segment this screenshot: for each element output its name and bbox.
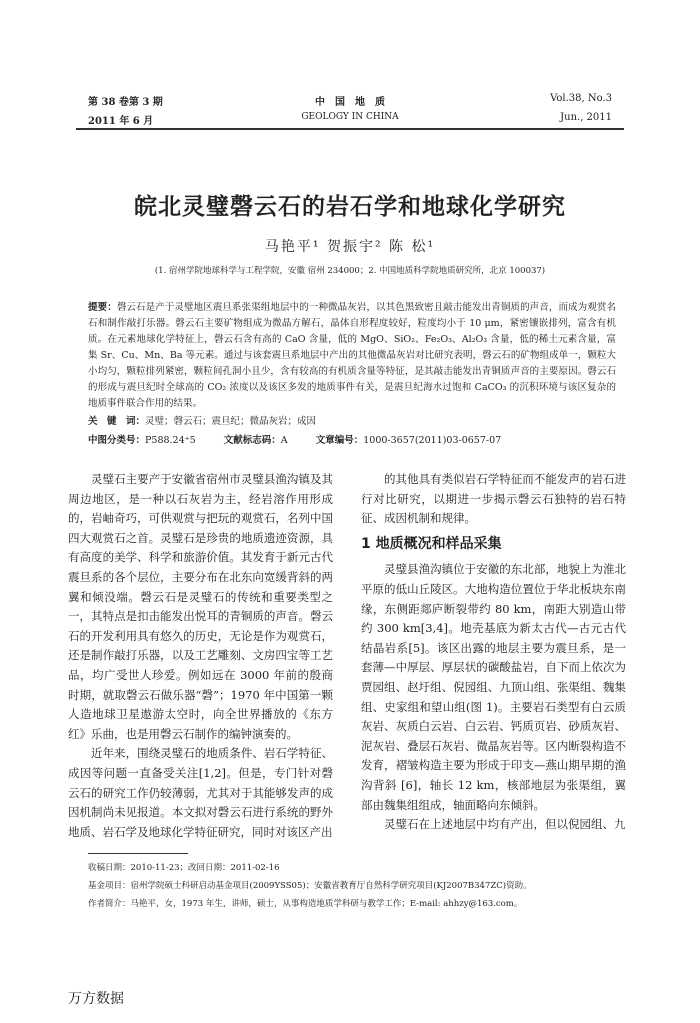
header-rule — [76, 128, 624, 130]
article-number-value: 1000-3657(2011)03-0657-07 — [363, 435, 502, 446]
abstract-label: 提要： — [88, 302, 117, 313]
header-journal-en: GEOLOGY IN CHINA — [301, 112, 399, 122]
watermark: 万方数据 — [68, 991, 124, 1007]
section-heading: 1 地质概况和样品采集 — [361, 535, 502, 552]
header-date-cn: 2011 年 6 月 — [88, 116, 154, 127]
left-column — [68, 470, 333, 842]
geology-paragraph-1: 灵璧县渔沟镇位于安徽的东北部，地貌上为淮北平原的低山丘陵区。大地构造位置位于华北板块东南缘，东侧距郯庐断裂带约 80 km，南距大别造山带约 300 km[3,4]。地壳基底为新太古代—古元古代结晶岩系[5]。该区出露的地层主要为震旦系，是一套薄—中厚层、厚层状的碳酸盐岩，自下而上依次为贾园组、赵圩组、倪园组、九顶山组、张渠组、魏集组、史家组和望山组(图 1)。主要岩石类型有白云质灰岩、灰质白云岩、白云岩、钙质页岩、砂质灰岩、泥灰岩、叠层石灰岩、微晶灰岩等。区内断裂构造不发育，褶皱构造主要为形成于印支—燕山期早期的渔沟背斜 [6]，轴长 12 km，核部地层为张渠组，翼部由魏集组组成，轴面略向东倾斜。 — [361, 562, 626, 812]
abstract — [88, 300, 616, 412]
right-column — [361, 470, 626, 835]
doc-code-value: A — [280, 435, 288, 446]
article-number-label: 文章编号： — [315, 435, 364, 446]
affiliations: (1. 宿州学院地球科学与工程学院，安徽 宿州 234000；2. 中国地质科学院地质研究所，北京 100037) — [154, 266, 546, 276]
geology-paragraph-2: 灵璧石在上述地层中均有产出，但以倪园组、九 — [384, 817, 626, 832]
footnote-funding: 基金项目：宿州学院硕士科研启动基金项目(2009YSS05)；安徽省教育厅自然科学研究项目(KJ2007B347ZC)资助。 — [88, 881, 532, 891]
keywords — [88, 413, 616, 427]
header-volume-en: Vol.38, No.3 — [550, 93, 612, 104]
abstract-text: 磬云石是产于灵璧地区震旦系张渠组地层中的一种微晶灰岩，以其色黑致密且敲击能发出青铜质的声音，而成为观赏名石和制作敲打乐器。磬云石主要矿物组成为微晶方解石，晶体自形程度较好，粒度均小于 10 μm，紧密镶嵌排列，富含有机质。在元素地球化学特征上，磬云石含有高的 CaO 含量，低的 MgO、SiO₂、Fe₂O₃、Al₂O₃ 含量，低的稀土元素含量，富集 Sr、Cu、Mn、Ba 等元素。通过与该套震旦系地层中产出的其他微晶灰岩对比研究表明，磬云石的矿物组成单一，颗粒大小均匀，颗粒排列紧密，颗粒间孔洞小且少，含有较高的有机质含量等特征，是其敲击能发出青铜质声音的主要原因。磬云石的形成与震旦纪时全球高的 CO₂ 浓度以及该区多发的地质事件有关，是震旦纪海水过饱和 CaCO₃ 的沉积环境与该区复杂的地质事件联合作用的结果。 — [88, 302, 616, 409]
intro-paragraph-2: 近年来，围绕灵璧石的地质条件、岩石学特征、成因等问题一直备受关注[1,2]。但是，专门针对磬云石的研究工作仍较薄弱，尤其对于其能够发声的成因机制尚未见报道。本文拟对磬云石进行系统的野外地质、岩石学及地球化学特征研究，同时对该区产出 — [68, 746, 333, 839]
clc-label: 中图分类号： — [88, 435, 146, 446]
header-journal-cn: 中 国 地 质 — [315, 97, 385, 108]
doc-code-label: 文献标志码： — [223, 435, 281, 446]
author-list: 马艳平¹ 贺振宇² 陈 松¹ — [264, 239, 436, 255]
keywords-text: 灵璧；磬云石；震旦纪；微晶灰岩；成因 — [145, 416, 317, 427]
intro-paragraph-3: 的其他具有类似岩石学特征而不能发声的岩石进行对比研究，以期进一步揭示磬云石独特的岩石特征、成因机制和规律。 — [361, 472, 626, 526]
footnote-author: 作者简介：马艳平，女，1973 年生，讲师，硕士，从事构造地质学科研与教学工作；E-mail: ahhzy@163.com。 — [88, 899, 523, 909]
header-date-en: Jun., 2011 — [560, 112, 612, 123]
footnote-rule — [88, 853, 188, 854]
keywords-label: 关 键 词： — [88, 416, 146, 427]
paper-title: 皖北灵璧磬云石的岩石学和地球化学研究 — [134, 194, 566, 220]
classification-line — [88, 432, 616, 446]
clc-value: P588.24⁺5 — [145, 435, 196, 446]
header-volume-cn: 第 38 卷第 3 期 — [88, 97, 163, 108]
footnote-received: 收稿日期：2010-11-23；改回日期：2011-02-16 — [88, 863, 280, 873]
intro-paragraph-1: 灵璧石主要产于安徽省宿州市灵璧县渔沟镇及其周边地区，是一种以石灰岩为主，经岩溶作用形成的，岩岫奇巧，可供观赏与把玩的观赏石，名列中国四大观赏石之首。灵璧石是珍贵的地质遗迹资源，具有高度的美学、科学和旅游价值。其发育于新元古代震旦系的各个层位，主要分布在北东向宽缓背斜的两翼和倾没端。磬云石是灵璧石的传统和重要类型之一，其特点是扣击能发出悦耳的青铜质的声音。磬云石的开发利用具有悠久的历史，无论是作为观赏石，还是制作敲打乐器，以及工艺雕刻、文房四宝等工艺品，均广受世人珍爱。例如远在 3000 年前的殷商时期，就取磬云石做乐器“磬”；1970 年中国第一颗人造地球卫星遨游太空时，向全世界播放的《东方红》乐曲，也是用磬云石制作的编钟演奏的。 — [68, 472, 333, 741]
